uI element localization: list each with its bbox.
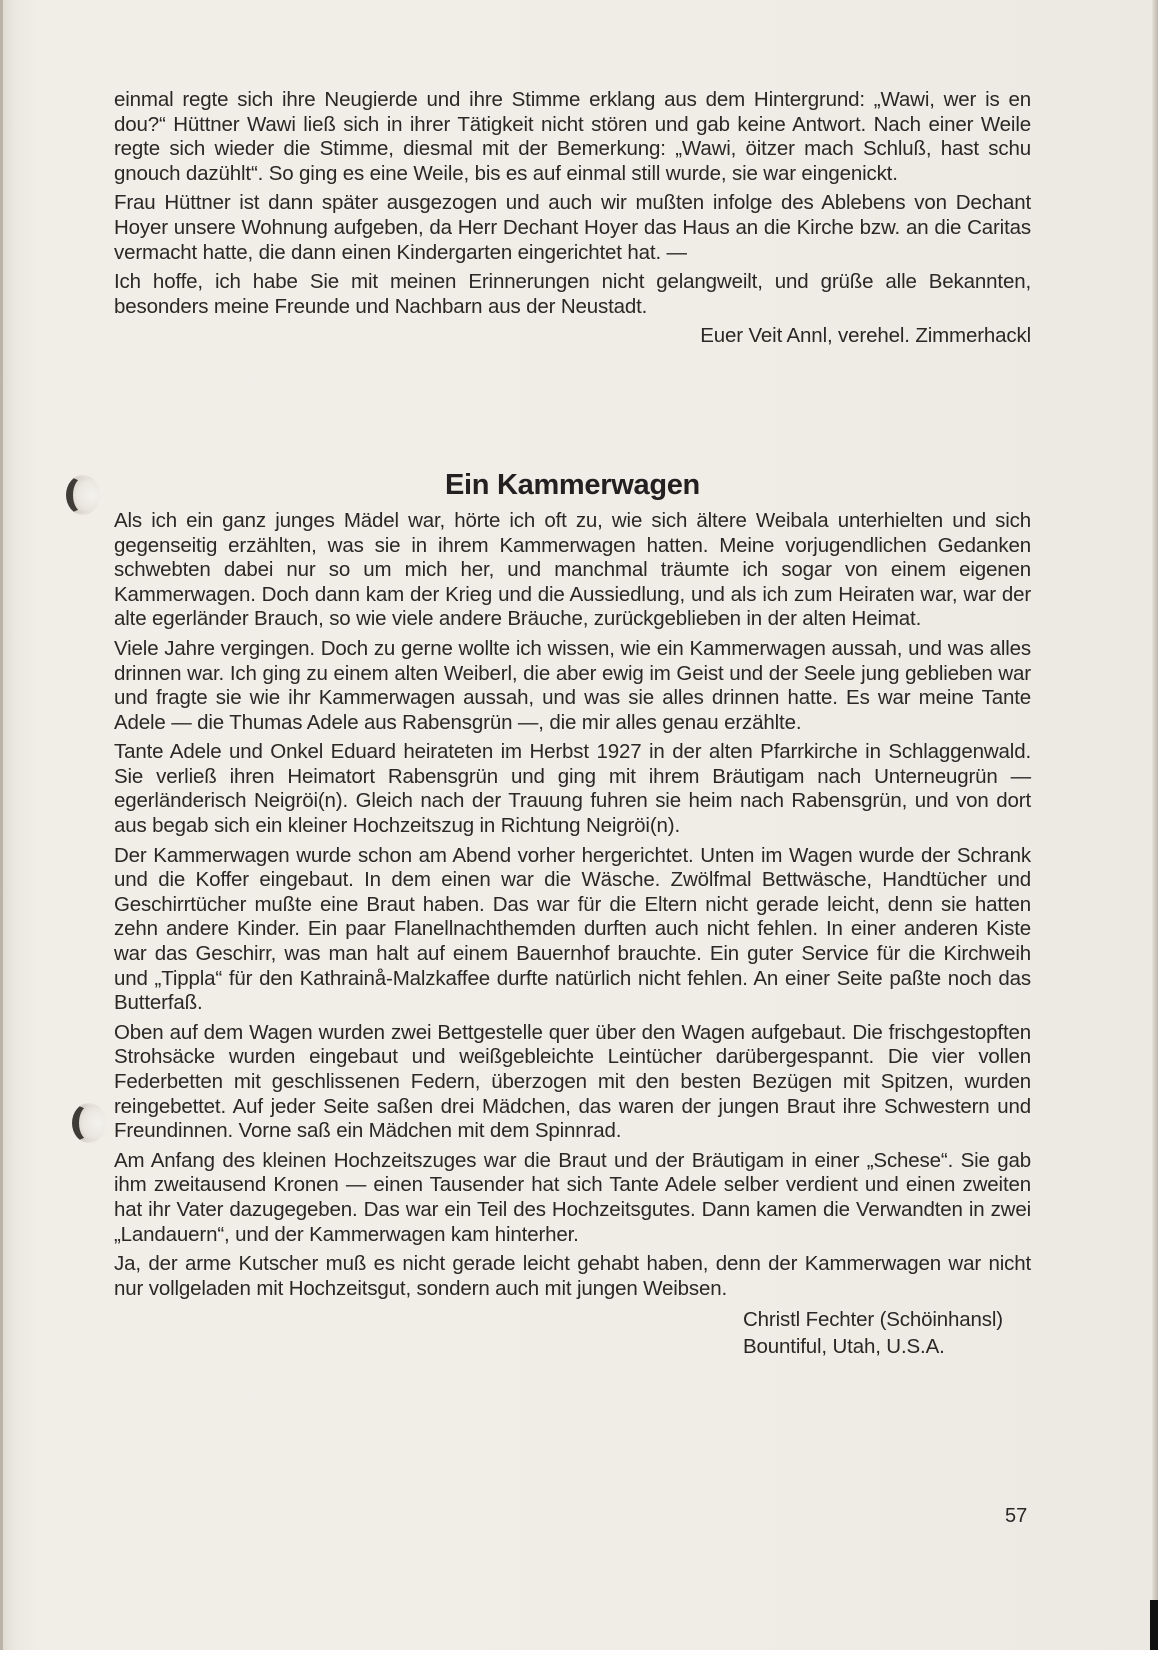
- scan-margin-bottom: [0, 1650, 1163, 1668]
- author-name: Christl Fechter (Schöinhansl): [743, 1308, 1003, 1332]
- paragraph: Der Kammerwagen wurde schon am Abend vorher hergerichtet. Unten im Wagen wurde der Schrank und die Koffer eingebaut. In dem einen war die Wäsche. Zwölfmal Bettwäsche, Handtücher und Geschirrtücher mußte eine Braut haben. Das war für die Eltern nicht gerade leicht, denn sie hatten zehn andere Kinder. Ein paar Flanellnachthemden durften auch nicht fehlen. In einer anderen Kiste war das Geschirr, was man halt auf einem Bauernhof brauchte. Ein guter Service für die Kirchweih und „Tippla“ für den Kathrainå-Malzkaffee durfte natürlich nicht fehlen. An einer Seite paßte noch das Butterfaß.: [114, 843, 1031, 1015]
- binding-edge: [0, 0, 3, 1650]
- paragraph: Ja, der arme Kutscher muß es nicht gerade leicht gehabt haben, denn der Kammerwagen war nicht nur vollgeladen mit Hochzeitsgut, sondern auch mit jungen Weibsen.: [114, 1252, 1031, 1300]
- paragraph: Oben auf dem Wagen wurden zwei Bettgestelle quer über den Wagen aufgebaut. Die frischgestopften Strohsäcke wurden eingebaut und weißgebleichte Leintücher darübergespannt. Die vier vollen Federbetten mit geschlissenen Federn, überzogen mit den besten Bezügen mit Spitzen, wurden reingebettet. Auf jeder Seite saßen drei Mädchen, das waren der jungen Braut ihre Schwestern und Freundinnen. Vorne saß ein Mädchen mit dem Spinnrad.: [114, 1020, 1031, 1143]
- paragraph: Viele Jahre vergingen. Doch zu gerne wollte ich wissen, wie ein Kammerwagen aussah, und was alles drinnen war. Ich ging zu einem alten Weiberl, die aber ewig im Geist und der Seele jung geblieben war und fragte sie wie ihr Kammerwagen aussah, und was sie alles drinnen hatte. Es war meine Tante Adele — die Thumas Adele aus Rabensgrün —, die mir alles genau erzählte.: [114, 636, 1031, 734]
- paragraph: Tante Adele und Onkel Eduard heirateten im Herbst 1927 in der alten Pfarrkirche in Schlaggenwald. Sie verließ ihren Heimatort Rabensgrün und ging mit ihrem Bräutigam nach Unterneugrün — egerländerisch Neigröi(n). Gleich nach der Trauung fuhren sie heim nach Rabensgrün, und von dort aus begab sich ein kleiner Hochzeitszug in Richtung Neigröi(n).: [114, 740, 1031, 838]
- paragraph: Frau Hüttner ist dann später ausgezogen und auch wir mußten infolge des Ablebens von Dechant Hoyer unsere Wohnung aufgeben, da Herr Dechant Hoyer das Haus an die Kirche bzw. an die Caritas vermacht hatte, die dann einen Kindergarten eingerichtet hat. —: [114, 191, 1031, 264]
- paragraph: einmal regte sich ihre Neugierde und ihre Stimme erklang aus dem Hintergrund: „Wawi, wer is en dou?“ Hüttner Wawi ließ sich in ihrer Tätigkeit nicht stören und gab keine Antwort. Nach einer Weile regte sich wieder die Stimme, diesmal mit der Bemerkung: „Wawi, öitzer mach Schluß, hast schu gnouch dazühlt“. So ging es eine Weile, bis es auf einmal still wurde, sie war eingenickt.: [114, 88, 1031, 185]
- paragraph: Ich hoffe, ich habe Sie mit meinen Erinnerungen nicht gelangweilt, und grüße alle Bekannten, besonders meine Freunde und Nachbarn aus der Neustadt.: [114, 270, 1031, 318]
- paragraph: Am Anfang des kleinen Hochzeitszuges war die Braut und der Bräutigam in einer „Schese“. Sie gab ihm zweitausend Kronen — einen Tausender hat sich Tante Adele selber verdient und einen zweiten hat ihr Vater dazugegeben. Das war ein Teil des Hochzeitsgutes. Dann kamen die Verwandten in zwei „Landauern“, und der Kammerwagen kam hinterher.: [114, 1148, 1031, 1246]
- author-signature: [743, 1306, 1031, 1360]
- page-number: 57: [1005, 1505, 1028, 1527]
- scan-margin: [1158, 0, 1163, 1668]
- punch-hole-bottom: [72, 1103, 106, 1143]
- article-title: Ein Kammerwagen: [445, 468, 700, 501]
- punch-hole-top: [66, 475, 100, 515]
- scan-corner-mark: [1150, 1600, 1158, 1650]
- page-content: [114, 88, 1031, 1360]
- letter-signature: Euer Veit Annl, verehel. Zimmerhackl: [700, 324, 1031, 348]
- paragraph: Als ich ein ganz junges Mädel war, hörte ich oft zu, wie sich ältere Weibala unterhielten und sich gegenseitig erzählten, was sie in ihrem Kammerwagen hatten. Meine vorjugendlichen Gedanken schwebten dabei nur so um mich her, und manchmal träumte ich sogar von einem eigenen Kammerwagen. Doch dann kam der Krieg und die Aussiedlung, und als ich zum Heiraten war, war der alte egerländer Brauch, so wie viele andere Bräuche, zurückgeblieben in der alten Heimat.: [114, 508, 1031, 631]
- author-location: Bountiful, Utah, U.S.A.: [743, 1335, 945, 1359]
